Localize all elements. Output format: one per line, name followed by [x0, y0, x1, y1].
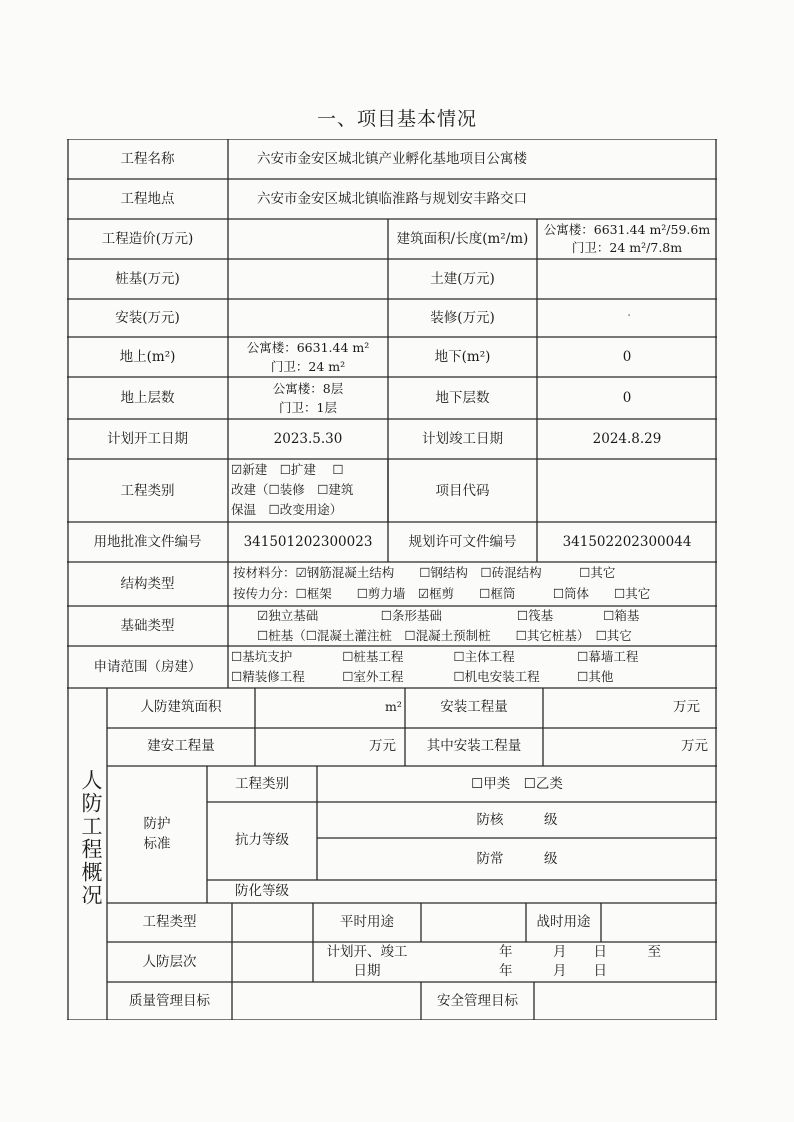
cd-quality-label: 质量管理目标 [129, 993, 210, 1009]
pile-label: 桩基(万元) [115, 271, 180, 287]
page-title: 一、项目基本情况 [316, 108, 477, 130]
cd-plan-label-2: 日期 [353, 963, 381, 979]
found-label: 基础类型 [120, 618, 175, 634]
cd-area-unit: m² [385, 699, 402, 714]
below-value: 0 [622, 349, 632, 365]
cd-eng-type-label: 工程类别 [235, 776, 289, 792]
cd-protect-label-1: 防护 [143, 816, 171, 832]
site-value: 六安市金安区城北镇临淮路与规划安丰路交口 [257, 191, 527, 207]
cd-eng-type-value: ☐甲类 ☐乙类 [471, 776, 563, 792]
below-floors-value: 0 [622, 390, 632, 406]
name-label: 工程名称 [120, 151, 175, 167]
floors-value-1: 公寓楼：8层 [272, 381, 344, 396]
type-line-1: ☑新建 ☐扩建 ☐ [231, 462, 344, 477]
struct-label: 结构类型 [120, 576, 175, 592]
project-info-table [67, 139, 717, 1020]
cd-among-unit: 万元 [681, 738, 708, 754]
found-line-1: ☑独立基础 ☐条形基础 ☐筏基 ☐箱基 [257, 608, 640, 623]
cd-nuke-value: 防核 级 [476, 812, 558, 828]
cost-label: 工程造价(万元) [101, 231, 194, 247]
name-value: 六安市金安区城北镇产业孵化基地项目公寓楼 [257, 151, 527, 167]
area-value-2: 门卫：24 m²/7.8m [571, 240, 683, 255]
cd-resist-label: 抗力等级 [235, 832, 289, 848]
decor-label: 装修(万元) [430, 310, 495, 326]
install-label: 安装(万元) [115, 310, 180, 326]
cd-chem-label: 防化等级 [235, 883, 289, 899]
cd-install-unit: 万元 [673, 699, 700, 715]
cd-plan-line-2: 年 月 日 [499, 963, 607, 979]
below-floors-label: 地下层数 [435, 390, 490, 406]
above-value-1: 公寓楼：6631.44 m² [246, 340, 370, 355]
struct-line-1: 按材料分：☑钢筋混凝土结构 ☐钢结构 ☐砖混结构 ☐其它 [233, 565, 616, 580]
area-label: 建筑面积/长度(m²/m) [396, 231, 529, 247]
struct-line-2: 按传力分：☐框架 ☐剪力墙 ☑框剪 ☐框筒 ☐筒体 ☐其它 [233, 586, 651, 601]
cd-among-label: 其中安装工程量 [426, 738, 522, 754]
area-value-1: 公寓楼：6631.44 m²/59.6m [543, 222, 711, 237]
floors-label: 地上层数 [120, 390, 175, 406]
cd-safety-label: 安全管理目标 [437, 993, 518, 1009]
above-value-2: 门卫：24 m² [270, 359, 346, 374]
civil-defense-section-label: 人防工程概况 [79, 769, 103, 907]
end-value: 2024.8.29 [592, 431, 662, 447]
cd-conv-value: 防常 级 [476, 851, 558, 867]
site-label: 工程地点 [120, 191, 175, 207]
code-label: 项目代码 [435, 483, 490, 499]
cd-build-unit: 万元 [369, 738, 396, 754]
floors-value-2: 门卫：1层 [279, 400, 337, 415]
plan-value: 341502202300044 [562, 534, 692, 550]
cd-plan-line-1: 年 月 日 至 [499, 944, 661, 960]
type-line-3: 保温 ☐改变用途） [231, 502, 343, 517]
cd-layer-label: 人防层次 [142, 954, 197, 970]
below-label: 地下(m²) [434, 349, 491, 365]
decor-value: · [627, 308, 632, 324]
cd-install-label: 安装工程量 [440, 699, 508, 715]
scope-line-2: ☐精装修工程 ☐室外工程 ☐机电安装工程 ☐其他 [231, 669, 614, 684]
cd-war-label: 战时用途 [536, 914, 591, 930]
cd-plan-label-1: 计划开、竣工 [326, 944, 408, 960]
start-value: 2023.5.30 [273, 431, 343, 447]
type-label: 工程类别 [120, 483, 175, 499]
cd-protect-label-2: 标准 [143, 836, 171, 852]
land-value: 341501202300023 [243, 534, 373, 550]
start-label: 计划开工日期 [107, 431, 188, 447]
above-label: 地上(m²) [119, 349, 176, 365]
civil-label: 土建(万元) [430, 271, 495, 287]
type-line-2: 改建（☐装修 ☐建筑 [231, 482, 354, 497]
scope-label: 申请范围（房建） [93, 659, 202, 675]
cd-build-label: 建安工程量 [147, 738, 215, 754]
land-label: 用地批准文件编号 [93, 534, 202, 550]
end-label: 计划竣工日期 [422, 431, 503, 447]
cd-peace-label: 平时用途 [340, 914, 394, 930]
scope-line-1: ☐基坑支护 ☐桩基工程 ☐主体工程 ☐幕墙工程 [231, 649, 639, 664]
cd-area-label: 人防建筑面积 [140, 699, 222, 715]
found-line-2: ☐桩基（☐混凝土灌注桩 ☐混凝土预制桩 ☐其它桩基） ☐其它 [257, 628, 632, 643]
plan-label: 规划许可文件编号 [408, 534, 517, 550]
cd-proj-type-label: 工程类型 [142, 914, 197, 930]
